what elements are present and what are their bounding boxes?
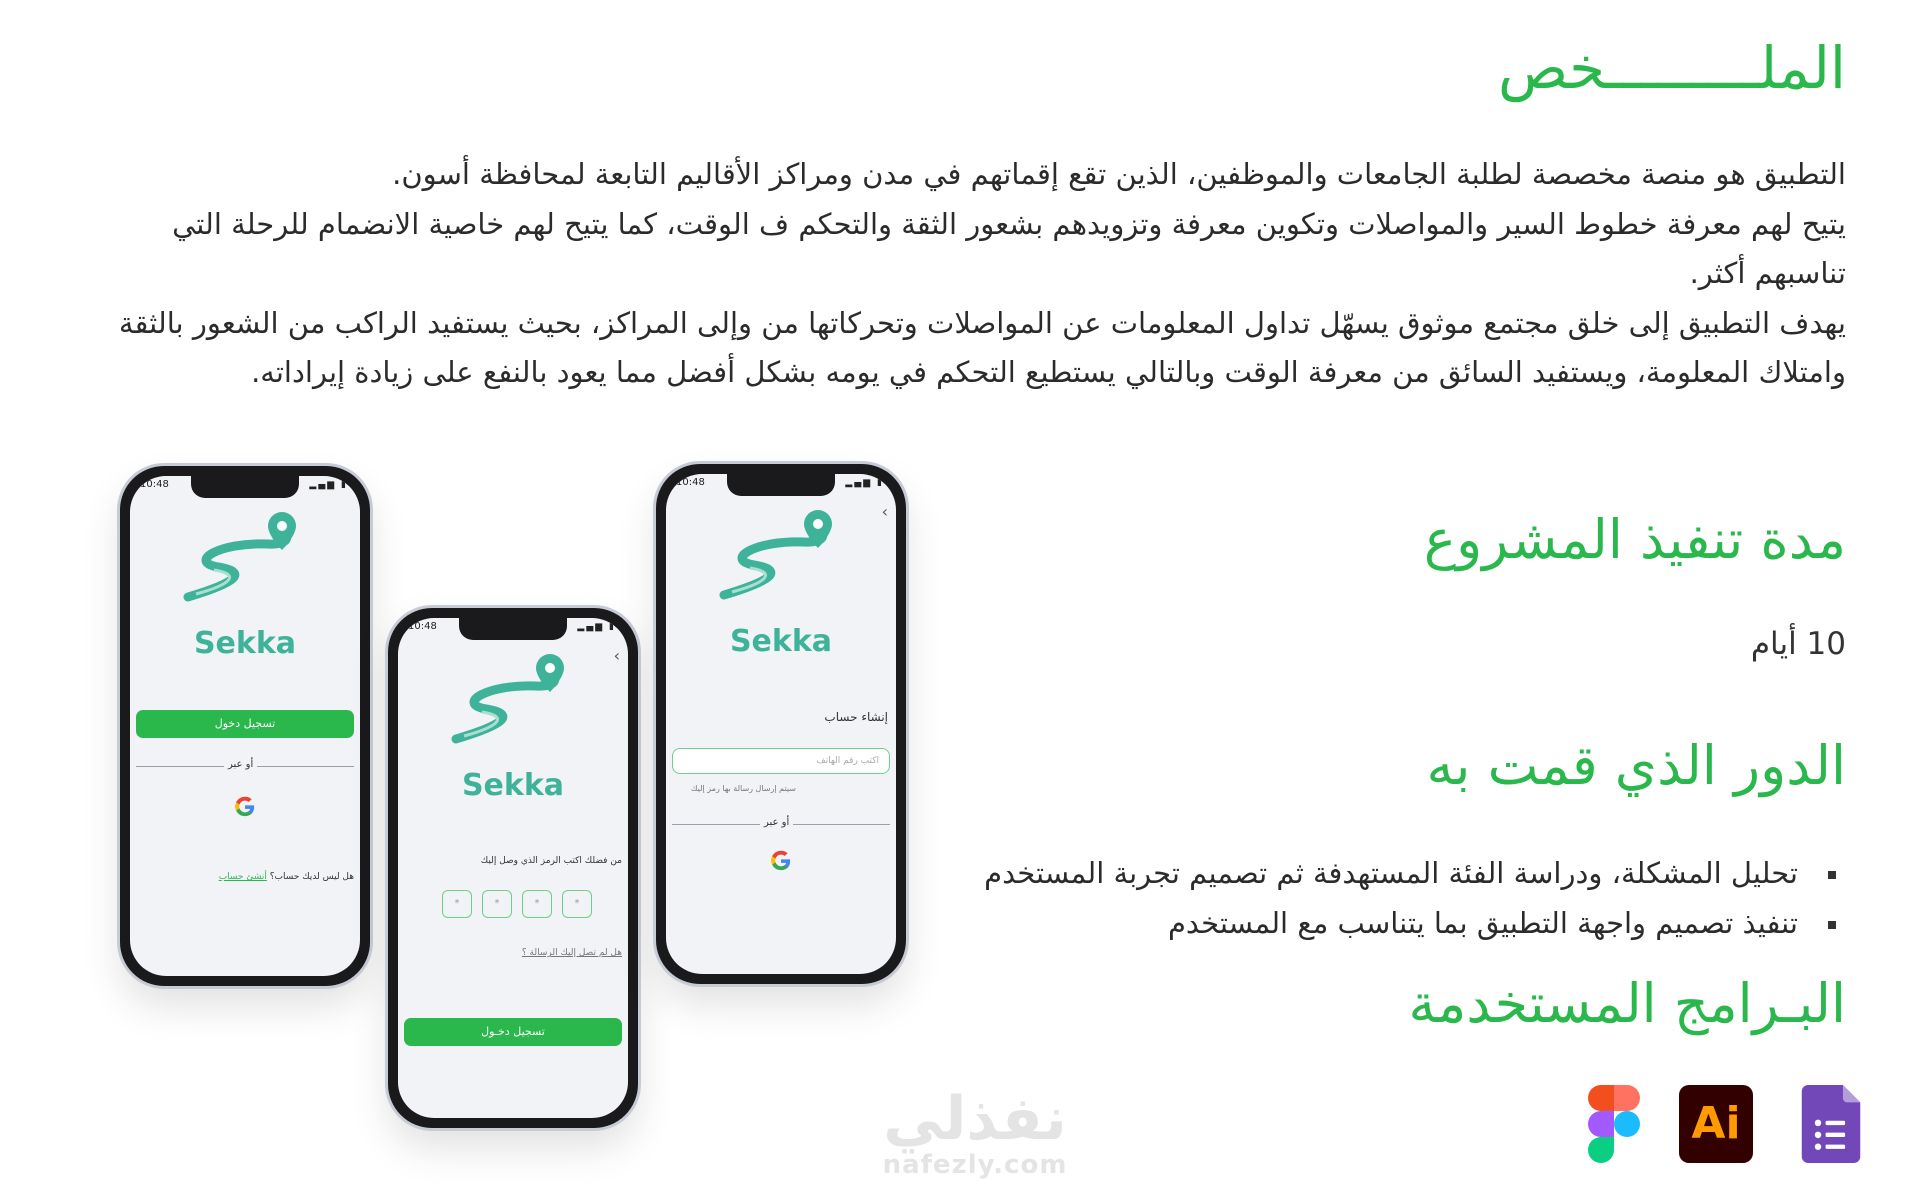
otp-digit-input[interactable]: * — [522, 890, 552, 918]
summary-body — [116, 150, 1846, 398]
status-icons: ▂▄▆ ▮ — [845, 478, 884, 488]
status-time: 10:48 — [408, 621, 437, 632]
back-chevron-icon[interactable]: ‹ — [613, 646, 620, 665]
create-account-link[interactable]: أنشئ حساب — [218, 872, 267, 882]
sekka-logo-icon — [178, 512, 308, 602]
figma-icon — [1584, 1085, 1644, 1163]
role-item: تنفيذ تصميم واجهة التطبيق بما يتناسب مع المستخدم — [984, 898, 1846, 948]
phone-otp — [388, 608, 638, 1128]
sekka-logo-icon — [714, 510, 844, 600]
role-item: تحليل المشكلة، ودراسة الفئة المستهدفة ثم تصميم تجربة المستخدم — [984, 848, 1846, 898]
phone-number-input[interactable]: اكتب رقم الهاتف — [672, 748, 890, 774]
no-account-text — [219, 872, 354, 882]
or-label: أو عبر — [760, 817, 793, 828]
phone-notch — [459, 618, 567, 640]
brand-name: Sekka — [729, 624, 833, 659]
brand-name: Sekka — [193, 626, 297, 661]
otp-digit-input[interactable]: * — [442, 890, 472, 918]
sms-hint: سيتم إرسال رسالة بها رمز إليك — [690, 784, 796, 793]
or-label: أو عبر — [224, 759, 257, 770]
resend-link[interactable]: هل لم تصل إليك الرسالة ؟ — [521, 948, 622, 958]
duration-value: 10 أيام — [1750, 626, 1846, 662]
login-button[interactable]: تسجيل دخول — [136, 710, 354, 738]
status-icons: ▂▄▆ ▮ — [309, 480, 348, 490]
status-time: 10:48 — [140, 479, 169, 490]
summary-paragraph: يهدف التطبيق إلى خلق مجتمع موثوق يسهّل تداول المعلومات عن المواصلات وتحركاتها من وإلى المراكز، بحيث يستفيد الراكب من الشعور بالثقة وامتلاك المعلومة، ويستفيد السائق من معرفة الوقت وبالتالي يستطيع التحكم في يومه بشكل أفضل مما يعود بالنفع على زيادة إيراداته. — [118, 305, 1846, 389]
login-button[interactable]: تسجيل دخـول — [404, 1018, 622, 1046]
signup-title: إنشاء حساب — [824, 710, 888, 724]
status-icons: ▂▄▆ ▮ — [577, 622, 616, 632]
no-account-label: هل ليس لديك حساب؟ — [269, 872, 354, 882]
role-heading: الدور الذي قمت به — [1426, 734, 1846, 797]
otp-digit-input[interactable]: * — [562, 890, 592, 918]
tools-heading: البـرامج المستخدمة — [1408, 972, 1846, 1035]
phone-notch — [191, 476, 299, 498]
brand-name: Sekka — [461, 768, 565, 803]
phone-signup — [656, 464, 906, 984]
phone-screen — [130, 476, 360, 976]
nafezly-watermark — [860, 1084, 1090, 1180]
phone-login — [120, 466, 370, 986]
sekka-logo-icon — [446, 654, 576, 744]
otp-prompt: من فضلك اكتب الرمز الذي وصل إليك — [480, 856, 622, 866]
google-icon[interactable] — [234, 796, 256, 818]
watermark-latin: nafezly.com — [882, 1150, 1068, 1180]
back-chevron-icon[interactable]: ‹ — [881, 502, 888, 521]
google-forms-icon — [1794, 1085, 1868, 1163]
google-icon[interactable] — [770, 850, 792, 872]
status-time: 10:48 — [676, 477, 705, 488]
phone-screen — [666, 474, 896, 974]
role-list — [984, 848, 1846, 948]
adobe-illustrator-icon: Ai — [1679, 1085, 1753, 1163]
summary-heading: الملـــــــــخص — [1498, 34, 1846, 102]
phone-notch — [727, 474, 835, 496]
watermark-arabic: نفذلي — [883, 1084, 1067, 1154]
phone-screen — [398, 618, 628, 1118]
otp-digit-input[interactable]: * — [482, 890, 512, 918]
summary-paragraph: يتيح لهم معرفة خطوط السير والمواصلات وتكوين معرفة وتزويدهم بشعور الثقة والتحكم ف الوقت، كما يتيح لهم خاصية الانضمام للرحلة التي تناسبهم أكثر. — [172, 206, 1846, 290]
duration-heading: مدة تنفيذ المشروع — [1423, 508, 1846, 571]
summary-paragraph: التطبيق هو منصة مخصصة لطلبة الجامعات والموظفين، الذين تقع إقماتهم في مدن ومراكز الأقاليم التابعة لمحافظة أسون. — [392, 157, 1846, 191]
